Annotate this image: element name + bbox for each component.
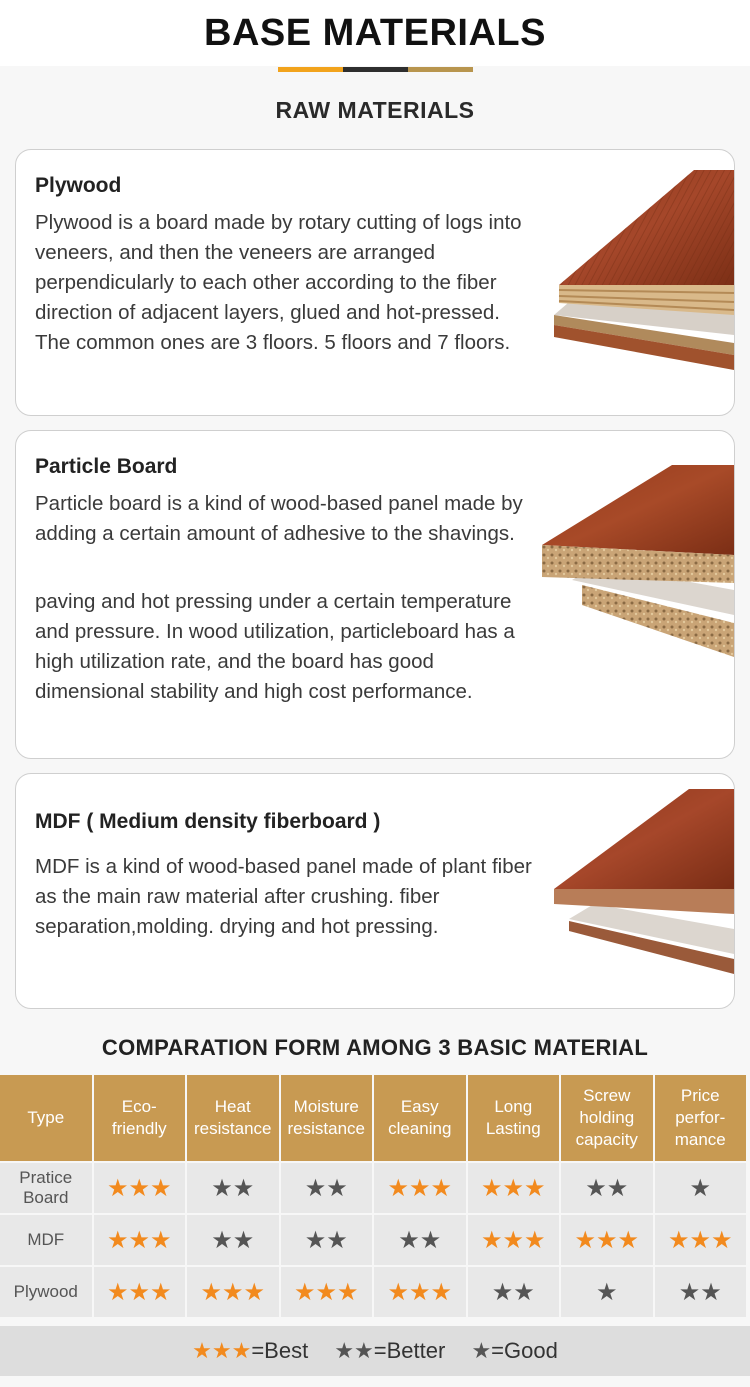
rating-cell xyxy=(468,1215,560,1265)
legend-best-label: =Best xyxy=(251,1338,309,1363)
rating-cell xyxy=(94,1215,186,1265)
row-label: Plywood xyxy=(0,1267,92,1317)
rating-cell xyxy=(655,1267,747,1317)
column-header-2: Heat resistance xyxy=(187,1075,279,1161)
column-header-6: Screw holding capacity xyxy=(561,1075,653,1161)
one-star-icon: ★ xyxy=(471,1338,492,1363)
star-rating-icon: ★★★ xyxy=(480,1226,546,1254)
star-rating-icon: ★★ xyxy=(678,1278,722,1306)
material-description-more: paving and hot pressing under a certain temperature and pressure. In wood utilization, particleboard has a high utilization rate, and the board has good dimensional stability and high cost performance. xyxy=(35,590,515,703)
column-header-1: Eco- friendly xyxy=(94,1075,186,1161)
plywood-board-image xyxy=(529,165,734,405)
comparison-table xyxy=(0,1073,748,1319)
rating-cell xyxy=(468,1163,560,1213)
rating-cell xyxy=(561,1267,653,1317)
rating-legend xyxy=(0,1326,750,1376)
column-header-3: Moisture resistance xyxy=(281,1075,373,1161)
section-title-raw-materials: RAW MATERIALS xyxy=(275,97,475,123)
rating-cell xyxy=(374,1267,466,1317)
column-header-5: Long Lasting xyxy=(468,1075,560,1161)
rating-cell xyxy=(655,1215,747,1265)
column-header-0: Type xyxy=(0,1075,92,1161)
star-rating-icon: ★★ xyxy=(398,1226,442,1254)
material-card-mdf xyxy=(15,773,735,1009)
rating-cell xyxy=(281,1215,373,1265)
column-header-7: Price perfor- mance xyxy=(655,1075,747,1161)
star-rating-icon: ★★★ xyxy=(106,1278,172,1306)
material-description: MDF is a kind of wood-based panel made of plant fiber as the main raw material after crushing. fiber separation,molding. drying and hot pressing. xyxy=(35,855,532,938)
table-row xyxy=(0,1163,746,1213)
row-label: MDF xyxy=(0,1215,92,1265)
table-row xyxy=(0,1215,746,1265)
star-rating-icon: ★★★ xyxy=(387,1278,453,1306)
star-rating-icon: ★★ xyxy=(211,1226,255,1254)
rating-cell xyxy=(281,1267,373,1317)
star-rating-icon: ★★★ xyxy=(667,1226,733,1254)
legend-better-label: =Better xyxy=(373,1338,446,1363)
rating-cell xyxy=(561,1163,653,1213)
table-header-row xyxy=(0,1075,746,1161)
rating-cell xyxy=(561,1215,653,1265)
title-underline-gold xyxy=(408,67,473,72)
star-rating-icon: ★★ xyxy=(491,1278,535,1306)
rating-cell xyxy=(468,1267,560,1317)
mdf-board-image xyxy=(549,789,734,989)
legend-better xyxy=(334,1338,445,1363)
column-header-4: Easy cleaning xyxy=(374,1075,466,1161)
star-rating-icon: ★★ xyxy=(304,1174,348,1202)
legend-best xyxy=(192,1338,308,1363)
rating-cell xyxy=(187,1163,279,1213)
star-rating-icon: ★★★ xyxy=(480,1174,546,1202)
row-label: Pratice Board xyxy=(0,1163,92,1213)
rating-cell xyxy=(187,1215,279,1265)
star-rating-icon: ★ xyxy=(595,1278,618,1306)
rating-cell xyxy=(94,1163,186,1213)
star-rating-icon: ★ xyxy=(689,1174,711,1202)
star-rating-icon: ★★★ xyxy=(106,1226,172,1254)
title-underline-dark xyxy=(343,67,408,72)
comparison-title: COMPARATION FORM AMONG 3 BASIC MATERIAL xyxy=(101,1035,649,1060)
star-rating-icon: ★★ xyxy=(585,1174,629,1202)
material-name: Particle Board xyxy=(35,455,178,478)
legend-good xyxy=(471,1338,557,1363)
star-rating-icon: ★★ xyxy=(211,1174,255,1202)
star-rating-icon: ★★★ xyxy=(387,1174,453,1202)
two-star-icon: ★★ xyxy=(334,1338,374,1363)
material-description: Plywood is a board made by rotary cutting of logs into veneers, and then the veneers are arranged perpendicularly to each other according to the fiber direction of adjacent layers, glued and hot-pressed. The common ones are 3 floors. 5 floors and 7 floors. xyxy=(35,211,522,354)
star-rating-icon: ★★★ xyxy=(106,1174,172,1202)
star-rating-icon: ★★★ xyxy=(293,1278,359,1306)
material-name: Plywood xyxy=(35,174,122,197)
rating-cell xyxy=(94,1267,186,1317)
material-name: MDF ( Medium density fiberboard ) xyxy=(35,810,381,833)
material-card-particle-board xyxy=(15,430,735,759)
star-rating-icon: ★★★ xyxy=(200,1278,266,1306)
page-title: BASE MATERIALS xyxy=(204,12,546,54)
rating-cell xyxy=(281,1163,373,1213)
legend-good-label: =Good xyxy=(491,1338,558,1363)
three-star-icon: ★★★ xyxy=(192,1338,252,1363)
material-card-plywood xyxy=(15,149,735,416)
particle-board-image xyxy=(542,465,734,665)
rating-cell xyxy=(187,1267,279,1317)
title-underline-orange xyxy=(278,67,343,72)
rating-cell xyxy=(655,1163,747,1213)
material-description: Particle board is a kind of wood-based panel made by adding a certain amount of adhesive to the shavings. xyxy=(35,492,523,545)
star-rating-icon: ★★★ xyxy=(574,1226,640,1254)
star-rating-icon: ★★ xyxy=(304,1226,348,1254)
rating-cell xyxy=(374,1215,466,1265)
rating-cell xyxy=(374,1163,466,1213)
table-row xyxy=(0,1267,746,1317)
